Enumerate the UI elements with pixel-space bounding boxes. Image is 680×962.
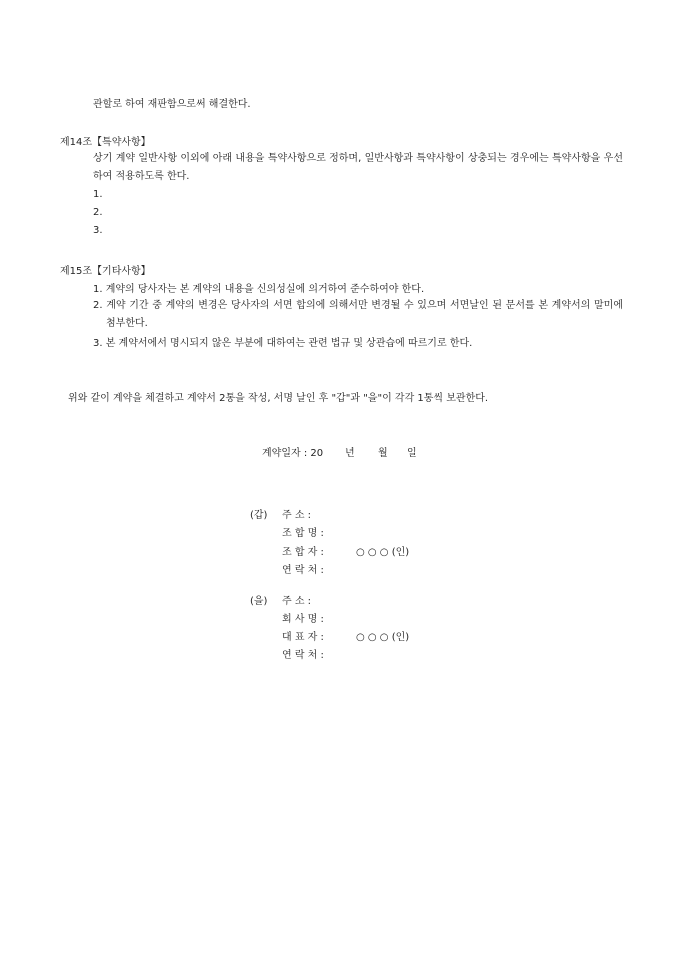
contract-date-month: 월 [378, 448, 388, 459]
party-a-union-name-row [0, 524, 680, 542]
party-b-tag: (을) [250, 596, 268, 607]
party-a-contact-label: 연 락 처 : [282, 565, 324, 576]
article15-item-3: 3. 본 계약서에서 명시되지 않은 부분에 대하여는 관련 법규 및 상관습에 따르기로 한다. [93, 338, 473, 349]
article15-title: 제15조【기타사항】 [60, 266, 151, 277]
party-b-address-label: 주 소 : [282, 596, 312, 607]
party-a-tag: (갑) [250, 510, 268, 521]
party-b-company-row [0, 610, 680, 628]
contract-date-year: 년 [345, 448, 355, 459]
article14-title: 제14조【특약사항】 [60, 137, 151, 148]
article14-text: 상기 계약 일반사항 이외에 아래 내용을 특약사항으로 정하며, 일반사항과 특약사항이 상충되는 경우에는 특약사항을 우선하여 적용하도록 한다. [93, 153, 623, 182]
party-b-address-row [0, 592, 680, 610]
party-a-member-label: 조 합 자 : [282, 547, 324, 558]
party-a-union-name-label: 조 합 명 : [282, 528, 324, 539]
article15-item-1: 1. 계약의 당사자는 본 계약의 내용을 신의성실에 의거하여 준수하여야 한다. [93, 284, 425, 295]
party-a-contact-row [0, 561, 680, 579]
article14-item-2: 2. [93, 207, 103, 218]
intro-continuation: 관할로 하여 재판함으로써 해결한다. [93, 99, 251, 110]
article15-item-2 [93, 297, 623, 333]
party-b-contact-row [0, 646, 680, 664]
party-b-contact-label: 연 락 처 : [282, 650, 324, 661]
party-b-representative-value: ○ ○ ○ (인) [356, 632, 410, 643]
article14-item-3: 3. [93, 225, 103, 236]
closing-statement: 위와 같이 계약을 체결하고 계약서 2통을 작성, 서명 날인 후 "갑"과 "을"이 각각 1통씩 보관한다. [68, 393, 489, 404]
party-b-representative-row [0, 628, 680, 646]
contract-date-day: 일 [407, 448, 417, 459]
party-a-member-value: ○ ○ ○ (인) [356, 547, 410, 558]
article14-item-1: 1. [93, 189, 103, 200]
party-a-address-label: 주 소 : [282, 510, 312, 521]
party-b-company-label: 회 사 명 : [282, 614, 324, 625]
party-a-member-row [0, 543, 680, 561]
party-a-address-row [0, 506, 680, 524]
contract-date-label: 계약일자 : 20 [262, 448, 324, 459]
article15-item-2-text: 2. 계약 기간 중 계약의 변경은 당사자의 서면 합의에 의해서만 변경될 수 있으며 서면날인 된 문서를 본 계약서의 말미에 첨부한다. [93, 300, 623, 329]
party-b-representative-label: 대 표 자 : [282, 632, 324, 643]
